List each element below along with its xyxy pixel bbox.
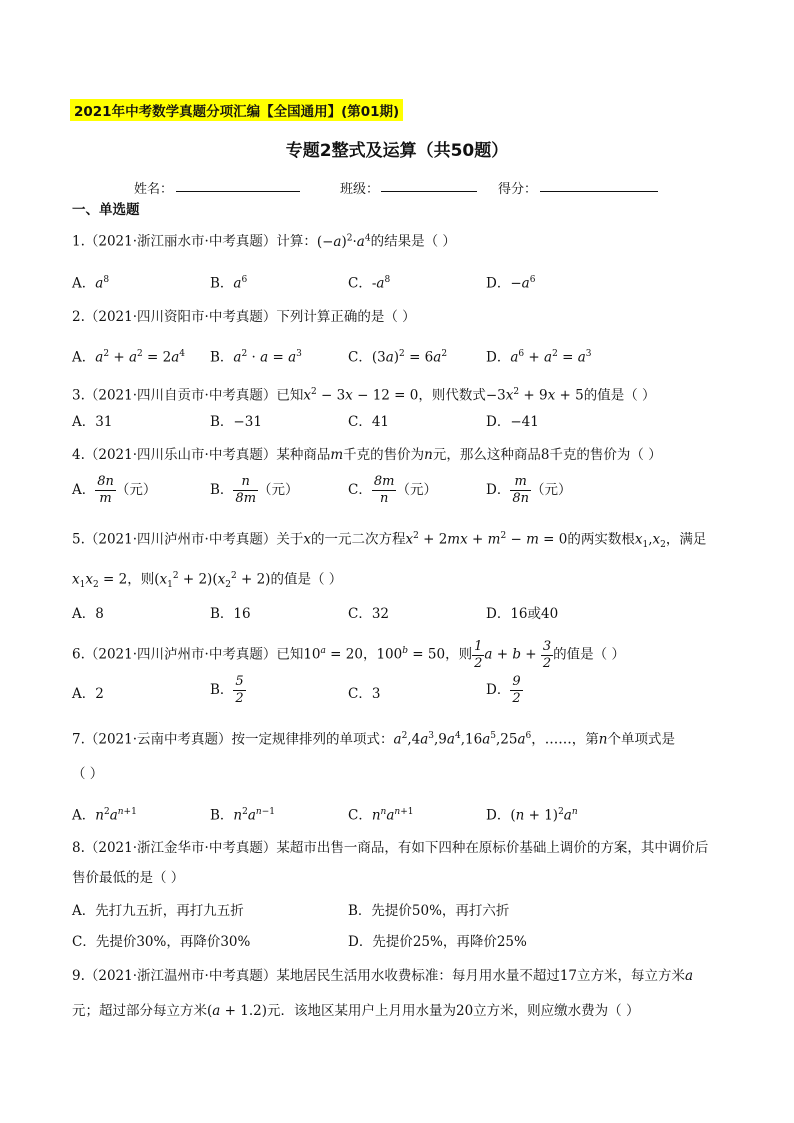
series-header: 2021年中考数学真题分项汇编【全国通用】(第01期) (70, 99, 403, 121)
class-field[interactable] (381, 191, 477, 192)
score-field[interactable] (540, 191, 658, 192)
q4-option-c[interactable]: C． $\frac{8m}{n}$ （元） (348, 474, 437, 506)
q8-option-a[interactable]: A．先打九五折，再打九五折 (72, 903, 244, 919)
q3-option-b[interactable]: B．−31 (210, 414, 262, 430)
question-7: 7.（2021·云南中考真题）按一定规律排列的单项式：$a^2,4a^3,9a^4,16a^5,25a^6$，……，第n个单项式是 (72, 731, 675, 748)
q7-option-c[interactable]: C．$n^na^{n+1}$ (348, 807, 414, 824)
question-5: 5.（2021·四川泸州市·中考真题）关于x的一元二次方程$x^2 + 2mx + m^2 - m = 0$的两实数根$x_1,x_2$，满足 (72, 531, 707, 551)
question-7-line2: （ ） (72, 766, 104, 782)
name-label: 姓名： (134, 182, 174, 197)
q7-option-b[interactable]: B．$n^2a^{n-1}$ (210, 807, 275, 824)
q5-option-b[interactable]: B．16 (210, 606, 251, 622)
q5-option-a[interactable]: A．8 (72, 606, 104, 622)
q1-option-d[interactable]: D．$-a^6$ (486, 275, 536, 292)
q7-option-d[interactable]: D．$(n + 1)^2a^n$ (486, 807, 578, 824)
question-5-line2: $x_1x_2 = 2$，则$(x_1^2 + 2)(x_2^2 + 2)$的值是（ ） (72, 571, 343, 591)
q6-option-a[interactable]: A．2 (72, 686, 104, 702)
q2-option-d[interactable]: D．$a^6 + a^2 = a^3$ (486, 349, 592, 366)
q3-option-c[interactable]: C．41 (348, 414, 390, 430)
page-title: 专题2整式及运算（共50题） (285, 141, 509, 161)
q2-option-a[interactable]: A．$a^2 + a^2 = 2a^4$ (72, 349, 186, 366)
q4-option-d[interactable]: D． $\frac{m}{8n}$ （元） (486, 474, 572, 506)
score-label: 得分： (498, 182, 538, 197)
q1-option-c[interactable]: C．$-a^8$ (348, 275, 391, 292)
question-8: 8.（2021·浙江金华市·中考真题）某超市出售一商品，有如下四种在原标价基础上调价的方案，其中调价后 (72, 840, 709, 856)
q4-option-b[interactable]: B． $\frac{n}{8m}$ （元） (210, 474, 299, 506)
question-9-line2: 元；超过部分每立方米(a + 1.2)元．该地区某用户上月用水量为20立方米，则应缴水费为（ ） (72, 1003, 640, 1019)
class-label: 班级： (340, 182, 380, 197)
section-heading: 一、单选题 (72, 202, 140, 218)
q1-option-b[interactable]: B．$a^6$ (210, 275, 248, 292)
q2-option-c[interactable]: C．$(3a)^2 = 6a^2$ (348, 349, 448, 366)
q1-option-a[interactable]: A．$a^8$ (72, 275, 110, 292)
question-2: 2.（2021·四川资阳市·中考真题）下列计算正确的是（ ） (72, 309, 416, 325)
q4-option-a[interactable]: A． $\frac{8n}{m}$ （元） (72, 474, 157, 506)
q3-option-d[interactable]: D．−41 (486, 414, 539, 430)
q5-option-d[interactable]: D．16或40 (486, 606, 559, 622)
q6-option-d[interactable]: D． $\frac{9}{2}$ (486, 674, 521, 706)
q5-option-c[interactable]: C．32 (348, 606, 390, 622)
q6-option-c[interactable]: C．3 (348, 686, 381, 702)
question-1: 1.（2021·浙江丽水市·中考真题）计算：$(-a)^2\cdot a^4$的结果是（ ） (72, 233, 456, 250)
q3-option-a[interactable]: A．31 (72, 414, 113, 430)
q6-option-b[interactable]: B． $\frac{5}{2}$ (210, 674, 244, 706)
q2-option-b[interactable]: B．$a^2 \cdot a = a^3$ (210, 349, 302, 366)
question-4: 4.（2021·四川乐山市·中考真题）某种商品m千克的售价为n元，那么这种商品8千克的售价为（ ） (72, 447, 662, 463)
question-3: 3.（2021·四川自贡市·中考真题）已知$x^2 - 3x - 12 = 0$，则代数式$-3x^2 + 9x + 5$的值是（ ） (72, 387, 656, 404)
q8-option-d[interactable]: D．先提价25%，再降价25% (348, 934, 527, 950)
question-6: 6.（2021·四川泸州市·中考真题）已知$10^a = 20$，$100^b = 50$，则 $\frac{1}{2}$ a + b + $\frac{3}{2}$ 的值是（ ） (72, 638, 625, 671)
question-9: 9.（2021·浙江温州市·中考真题）某地居民生活用水收费标准：每月用水量不超过17立方米，每立方米a (72, 968, 694, 984)
q1-expression: $(-a)^2\cdot a^4$ (316, 233, 371, 250)
q8-option-b[interactable]: B．先提价50%，再打六折 (348, 903, 510, 919)
name-field[interactable] (176, 191, 300, 192)
q7-option-a[interactable]: A．$n^2a^{n+1}$ (72, 807, 137, 824)
q8-option-c[interactable]: C．先提价30%，再降价30% (72, 934, 251, 950)
question-8-line2: 售价最低的是（ ） (72, 870, 185, 886)
